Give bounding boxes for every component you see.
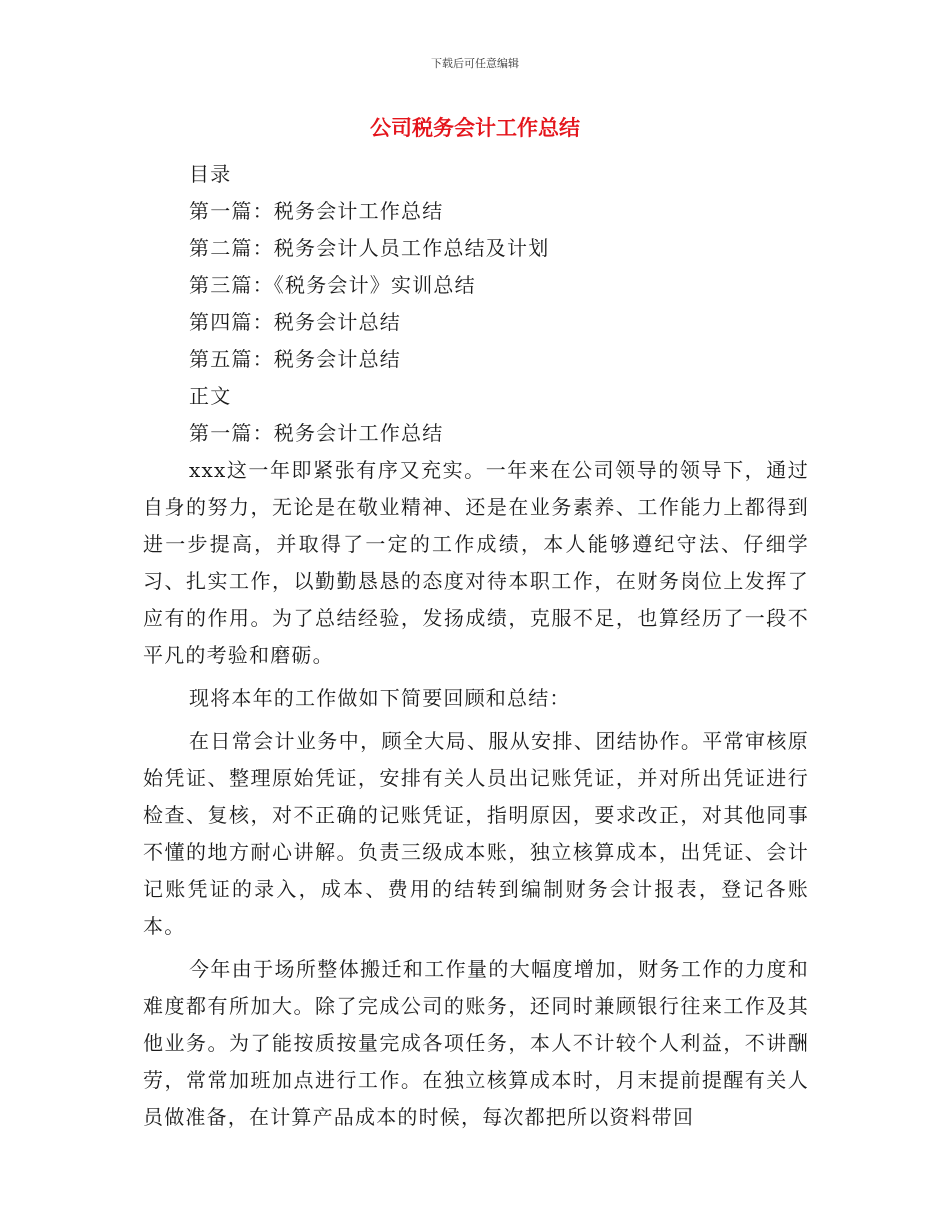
header-note: 下载后可任意编辑 <box>431 57 519 70</box>
body-heading: 正文 <box>189 384 232 408</box>
toc-heading: 目录 <box>189 162 232 186</box>
section-title: 第一篇：税务会计工作总结 <box>189 421 444 445</box>
toc-item-1: 第一篇：税务会计工作总结 <box>189 199 444 223</box>
document-content <box>143 156 809 1136</box>
paragraph-1: xxx这一年即紧张有序又充实。一年来在公司领导的领导下，通过自身的努力，无论是在敬业精神、还是在业务素养、工作能力上都得到进一步提高，并取得了一定的工作成绩，本人能够遵纪守法、仔细学习、扎实工作，以勤勤恳恳的态度对待本职工作，在财务岗位上发挥了应有的作用。为了总结经验，发扬成绩，克服不足，也算经历了一段不平凡的考验和磨砺。 <box>143 458 809 667</box>
toc-item-2: 第二篇：税务会计人员工作总结及计划 <box>189 236 550 260</box>
paragraph-3: 在日常会计业务中，顾全大局、服从安排、团结协作。平常审核原始凭证、整理原始凭证，安排有关人员出记账凭证，并对所出凭证进行检查、复核，对不正确的记账凭证，指明原因，要求改正，对其他同事不懂的地方耐心讲解。负责三级成本账，独立核算成本，出凭证、会计记账凭证的录入，成本、费用的结转到编制财务会计报表，登记各账本。 <box>143 729 809 938</box>
paragraph-2: 现将本年的工作做如下简要回顾和总结： <box>189 686 571 710</box>
toc-item-4: 第四篇：税务会计总结 <box>189 310 401 334</box>
document-title: 公司税务会计工作总结 <box>370 116 580 140</box>
toc-item-5: 第五篇：税务会计总结 <box>189 347 401 371</box>
toc-item-3: 第三篇：《税务会计》实训总结 <box>189 273 476 297</box>
paragraph-4: 今年由于场所整体搬迁和工作量的大幅度增加，财务工作的力度和难度都有所加大。除了完成公司的账务，还同时兼顾银行往来工作及其他业务。为了能按质按量完成各项任务，本人不计较个人利益，不讲酬劳，常常加班加点进行工作。在独立核算成本时，月末提前提醒有关人员做准备，在计算产品成本的时候，每次都把所以资料带回 <box>143 957 809 1129</box>
